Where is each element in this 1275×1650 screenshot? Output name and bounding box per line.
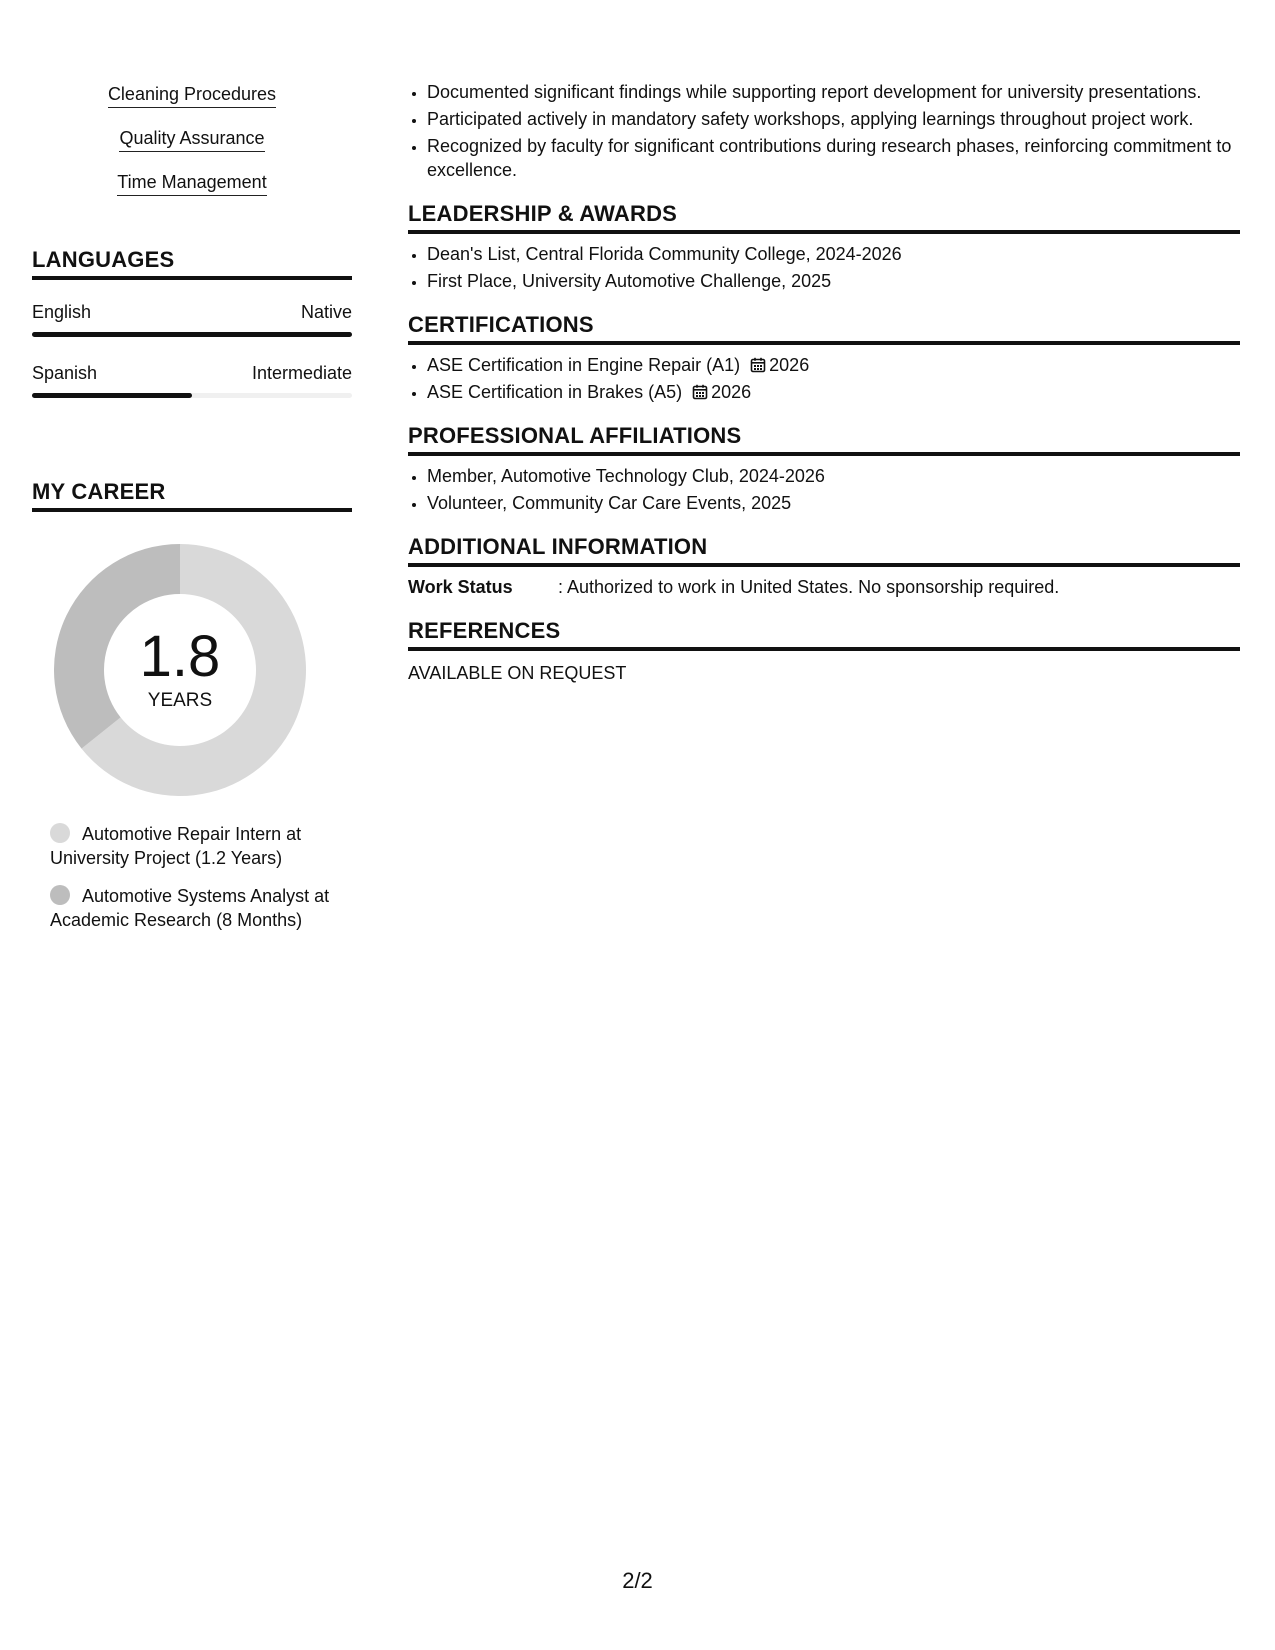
affiliations-heading: PROFESSIONAL AFFILIATIONS <box>408 422 1240 456</box>
skill-item: Cleaning Procedures <box>108 82 276 108</box>
references-text: AVAILABLE ON REQUEST <box>408 663 627 683</box>
certification-name: ASE Certification in Brakes (A5) <box>427 382 683 402</box>
skill-item: Time Management <box>117 170 266 196</box>
certifications-section <box>408 311 1240 404</box>
affiliation-item: • Volunteer, Community Car Care Events, 2025 <box>427 491 1240 515</box>
languages-heading: LANGUAGES <box>32 246 352 280</box>
references-section <box>408 617 1240 685</box>
language-bar-fill <box>32 332 352 337</box>
certification-item <box>427 353 1240 377</box>
language-bar <box>32 332 352 337</box>
skills-list <box>32 82 352 214</box>
career-legend <box>50 822 340 932</box>
certification-item <box>427 380 1240 404</box>
career-section <box>32 478 352 932</box>
experience-bullets <box>408 80 1240 182</box>
career-total-unit: YEARS <box>147 690 213 711</box>
career-total-value: 1.8 <box>139 624 221 689</box>
certifications-heading: CERTIFICATIONS <box>408 311 1240 345</box>
certification-year: 2026 <box>711 382 752 402</box>
affiliations-section <box>408 422 1240 515</box>
donut-center <box>54 544 306 796</box>
leadership-item: • Dean's List, Central Florida Community College, 2024-2026 <box>427 242 1240 266</box>
calendar-icon <box>750 357 766 373</box>
page-number: 2/2 <box>622 1568 653 1593</box>
legend-dot-icon <box>50 823 70 843</box>
work-status-label: Work Status <box>408 577 513 597</box>
legend-label: Automotive Systems Analyst at Academic Research (8 Months) <box>50 886 330 930</box>
certification-name: ASE Certification in Engine Repair (A1) <box>427 355 741 375</box>
language-name: English <box>32 302 92 322</box>
additional-info-heading: ADDITIONAL INFORMATION <box>408 533 1240 567</box>
calendar-icon <box>692 384 708 400</box>
language-row <box>32 300 352 324</box>
legend-dot-icon <box>50 885 70 905</box>
affiliations-list <box>408 464 1240 515</box>
right-column <box>408 80 1240 685</box>
language-bar-fill <box>32 393 192 398</box>
legend-label: Automotive Repair Intern at University Project (1.2 Years) <box>50 824 302 868</box>
language-level: Native <box>300 302 352 322</box>
language-name: Spanish <box>32 363 98 383</box>
languages-section <box>32 246 352 398</box>
legend-item <box>50 884 340 932</box>
experience-bullet: • Recognized by faculty for significant contributions during research phases, reinforcing commitment to excellence. <box>427 134 1240 182</box>
skill-item: Quality Assurance <box>119 126 264 152</box>
leadership-item: • First Place, University Automotive Challenge, 2025 <box>427 269 1240 293</box>
language-row <box>32 361 352 385</box>
leadership-section <box>408 200 1240 293</box>
additional-info-section <box>408 533 1240 599</box>
affiliation-item: • Member, Automotive Technology Club, 2024-2026 <box>427 464 1240 488</box>
experience-bullet: • Participated actively in mandatory safety workshops, applying learnings throughout project work. <box>427 107 1240 131</box>
work-status-value: : Authorized to work in United States. No sponsorship required. <box>558 577 1060 597</box>
certification-year: 2026 <box>769 355 810 375</box>
language-bar <box>32 393 352 398</box>
work-status-row <box>408 575 1240 599</box>
leadership-heading: LEADERSHIP & AWARDS <box>408 200 1240 234</box>
leadership-list <box>408 242 1240 293</box>
legend-item <box>50 822 340 870</box>
career-heading: MY CAREER <box>32 478 352 512</box>
references-heading: REFERENCES <box>408 617 1240 651</box>
language-level: Intermediate <box>251 363 352 383</box>
certifications-list <box>408 353 1240 404</box>
experience-bullet: • Documented significant findings while supporting report development for university presentations. <box>427 80 1240 104</box>
left-column <box>32 82 352 946</box>
career-donut-chart <box>54 544 306 796</box>
